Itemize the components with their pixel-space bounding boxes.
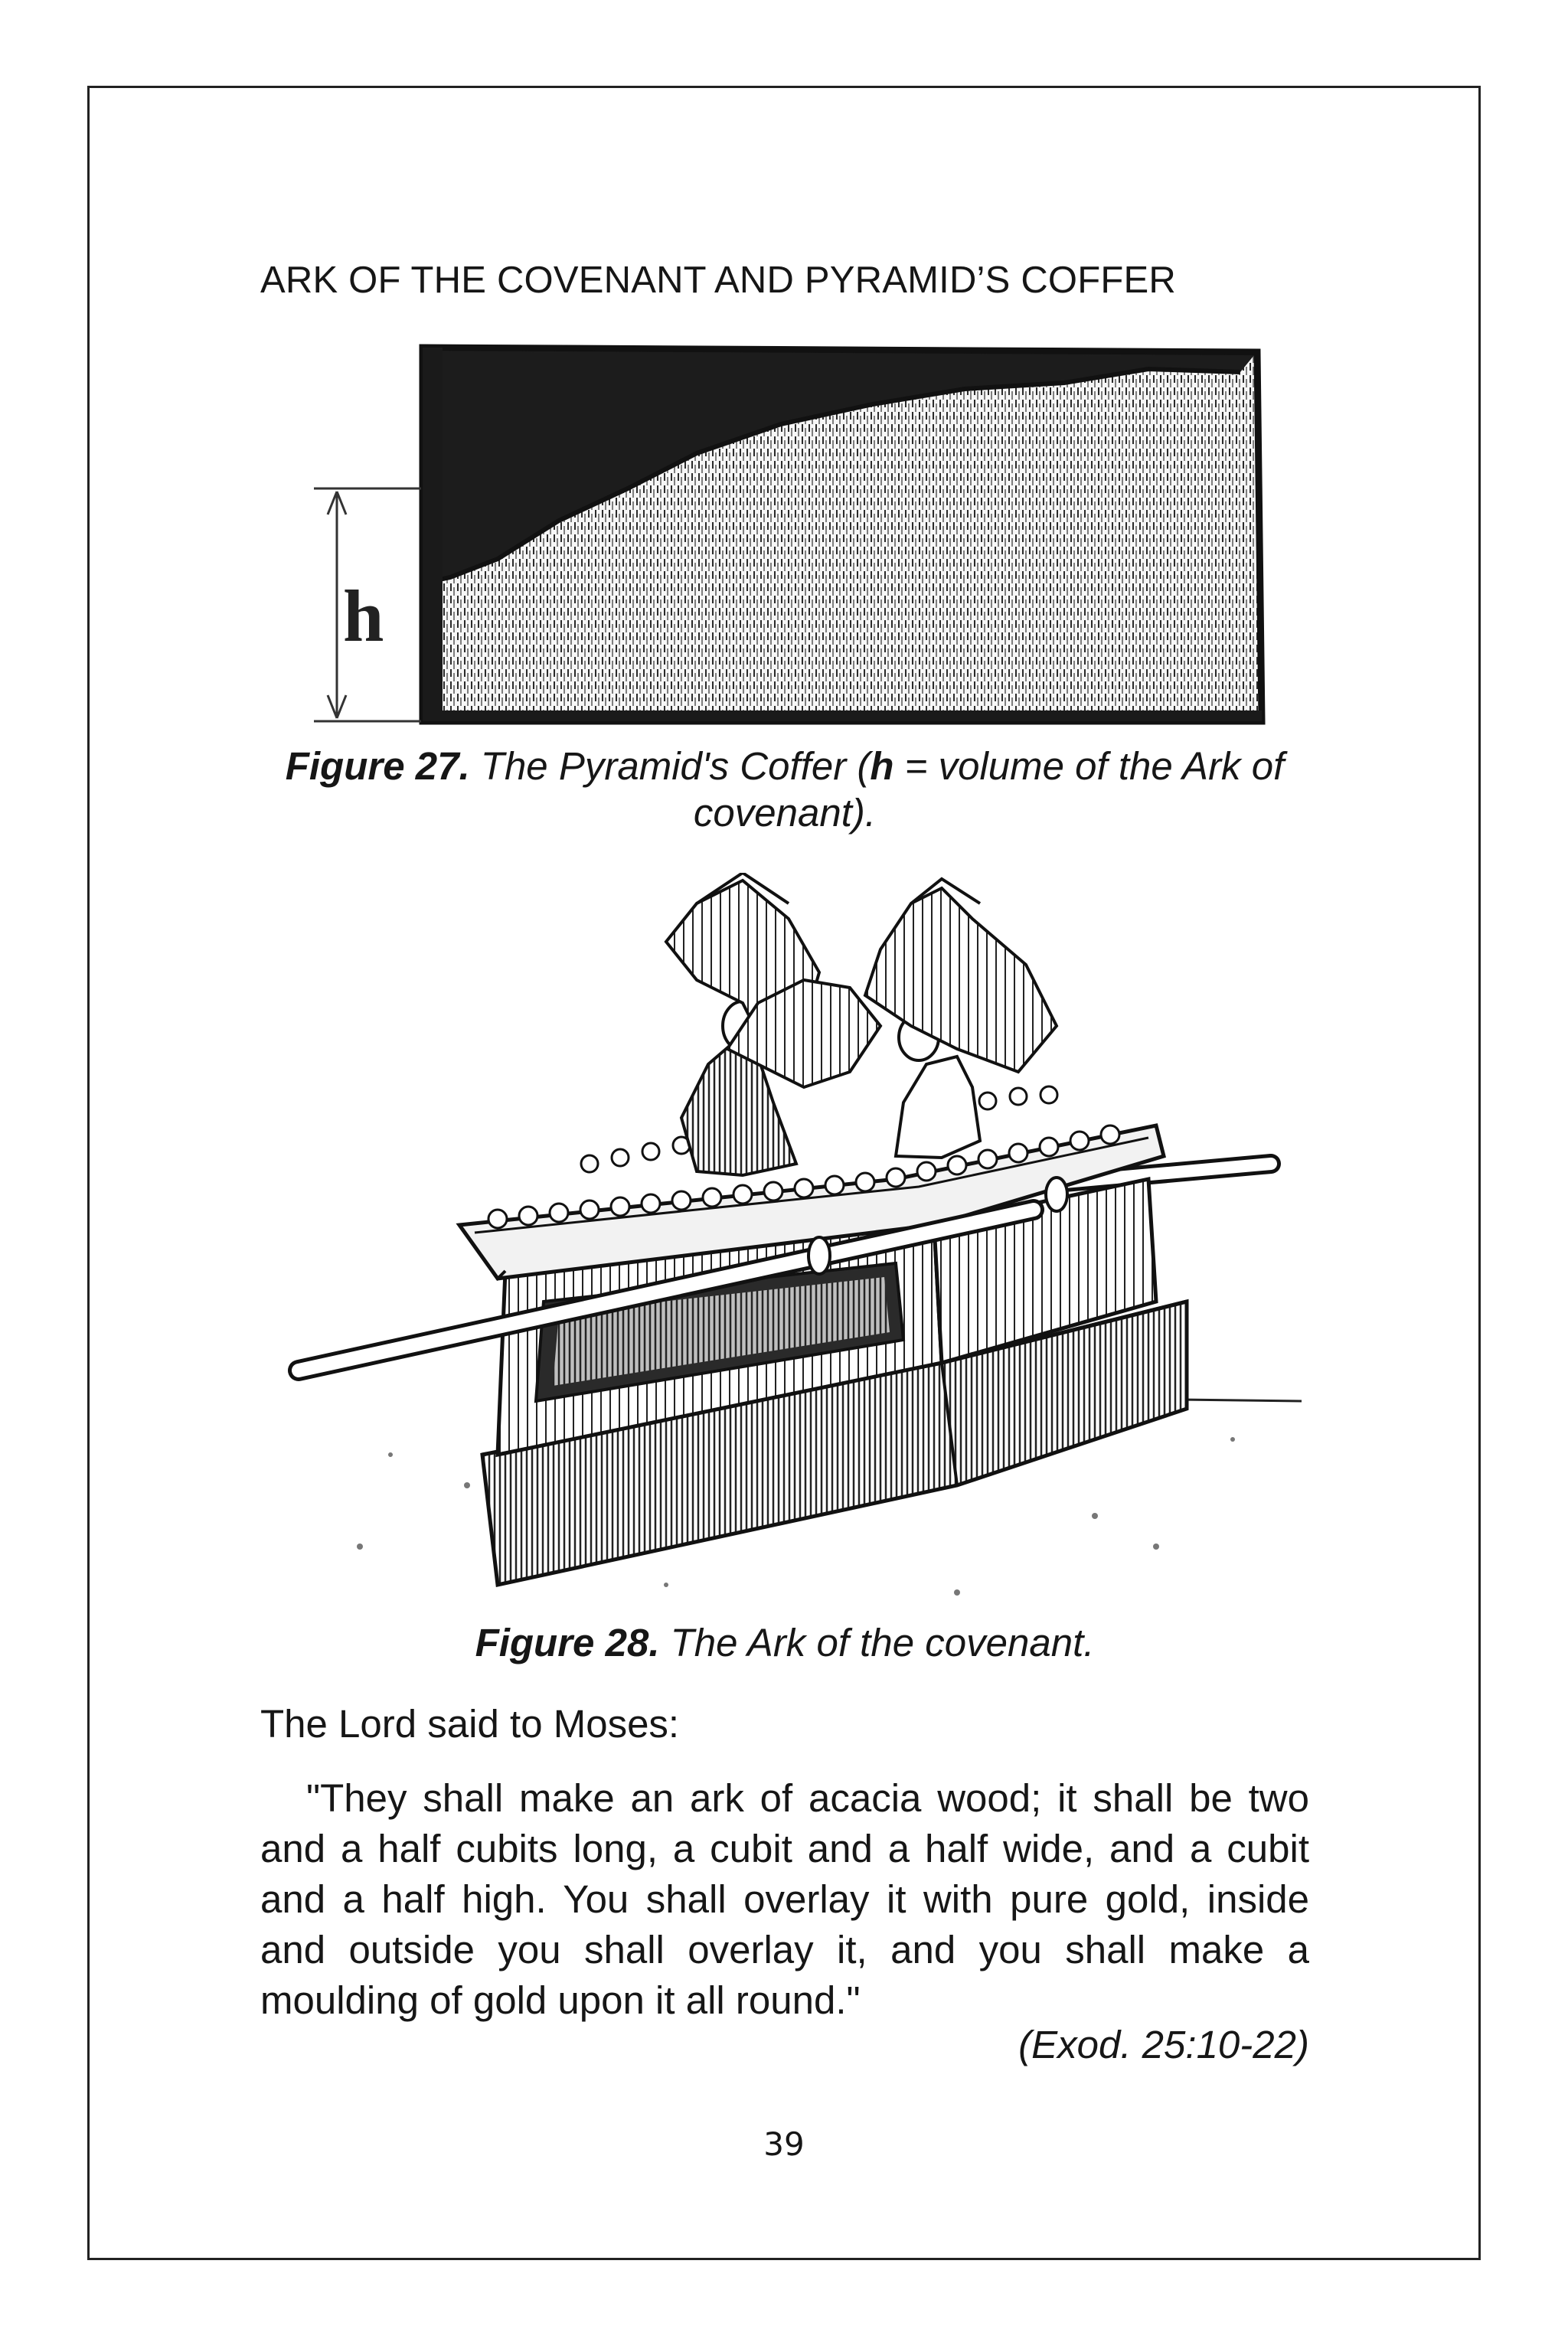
figure-28-caption-number: Figure 28. xyxy=(475,1621,660,1664)
page-number: 39 xyxy=(763,2125,805,2163)
scripture-quote: "They shall make an ark of acacia wood; it shall be two and a half cubits long, a cubit and a half wide, and a cubit and a half high. You shall overlay it with pure gold, inside and outside you shall overlay it, and you shall make a moulding of gold upon it all round." xyxy=(260,1776,1309,2022)
figure-27-caption-number: Figure 27. xyxy=(285,744,470,788)
page-heading: ARK OF THE COVENANT AND PYRAMID’S COFFER xyxy=(260,260,1176,301)
figure-27-caption-bold: h xyxy=(870,744,894,788)
figure-27-caption xyxy=(260,743,1309,836)
figure-28-caption-text: The Ark of the covenant. xyxy=(659,1621,1095,1664)
figure-27-caption-text-2: = volume of the Ark of covenant). xyxy=(693,744,1285,835)
figure-27-coffer-illustration xyxy=(291,338,1286,737)
dimension-h-label: h xyxy=(343,575,384,657)
figure-27-caption-text-1: The Pyramid's Coffer ( xyxy=(469,744,871,788)
scripture-citation: (Exod. 25:10-22) xyxy=(1018,2023,1309,2066)
intro-line: The Lord said to Moses: xyxy=(260,1702,680,1746)
figure-28-caption xyxy=(260,1619,1309,1666)
figure-28-ark-illustration xyxy=(268,873,1317,1608)
